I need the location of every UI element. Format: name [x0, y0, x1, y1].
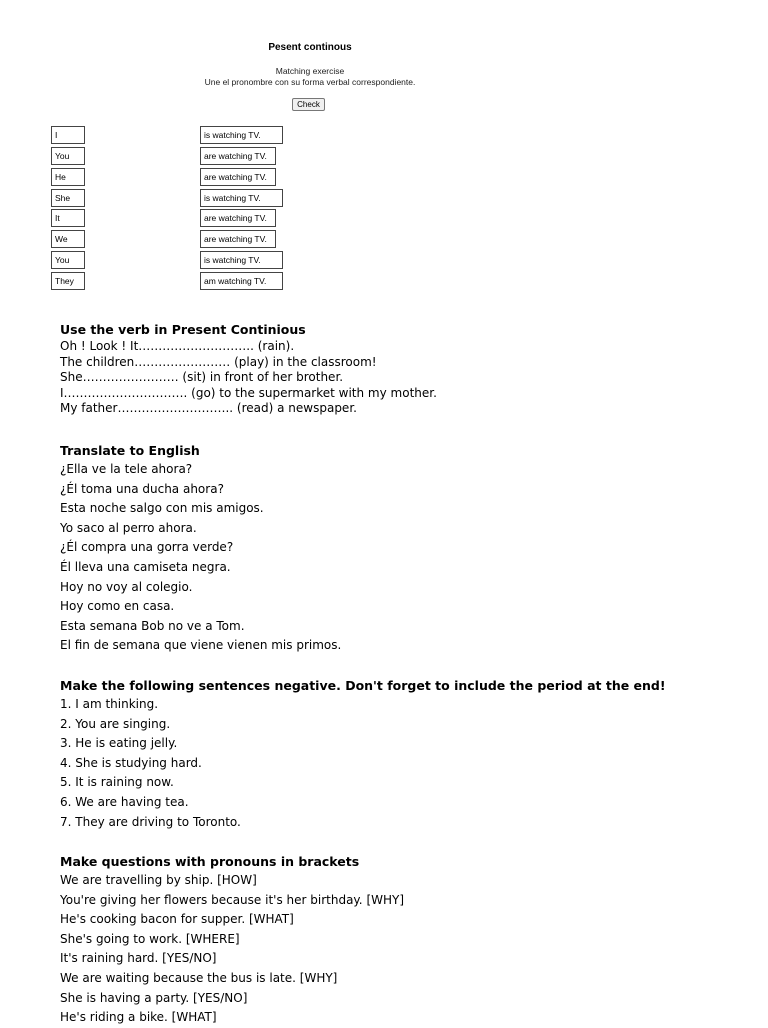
pronoun-box[interactable]: They — [51, 272, 85, 290]
exercise-subtitle: Matching exercise — [275, 66, 345, 76]
exercise-line: ¿Ella ve la tele ahora? — [60, 462, 193, 476]
section-questions — [60, 852, 740, 1028]
exercise-line: She…………………… (sit) in front of her brother. — [60, 370, 344, 384]
section-translate — [60, 441, 740, 656]
exercise-title: Pesent continous — [268, 42, 352, 53]
verb-box[interactable]: is watching TV. — [200, 251, 283, 269]
exercise-line: She is having a party. [YES/NO] — [60, 990, 248, 1005]
exercise-line: My father……………………….. (read) a newspaper. — [60, 401, 357, 415]
exercise-line: 5. It is raining now. — [60, 775, 174, 790]
section-title: Make questions with pronouns in brackets — [60, 854, 360, 869]
verb-box[interactable]: is watching TV. — [200, 189, 283, 207]
exercise-line: El fin de semana que viene vienen mis primos. — [60, 638, 342, 653]
verb-box[interactable]: are watching TV. — [200, 168, 276, 186]
exercise-line: ¿Él compra una gorra verde? — [60, 540, 234, 555]
exercise-line: It's raining hard. [YES/NO] — [60, 951, 217, 966]
exercise-line: 4. She is studying hard. — [60, 755, 202, 770]
pronoun-box[interactable]: She — [51, 189, 85, 207]
pronoun-box[interactable]: It — [51, 209, 85, 227]
exercise-line: Hoy como en casa. — [60, 599, 175, 614]
pronoun-box[interactable]: You — [51, 251, 85, 269]
exercise-line: He's cooking bacon for supper. [WHAT] — [60, 912, 294, 927]
exercise-line: He's riding a bike. [WHAT] — [60, 1010, 217, 1025]
exercise-line: Esta semana Bob no ve a Tom. — [60, 618, 245, 633]
exercise-line: Él lleva una camiseta negra. — [60, 559, 231, 574]
pronoun-box[interactable]: You — [51, 147, 85, 165]
section-title: Translate to English — [60, 443, 200, 458]
exercise-line: 7. They are driving to Toronto. — [60, 814, 241, 829]
verb-box[interactable]: are watching TV. — [200, 147, 276, 165]
exercise-line: I…………………………. (go) to the supermarket with my mother. — [60, 385, 437, 400]
verb-box[interactable]: are watching TV. — [200, 209, 276, 227]
exercise-line: Yo saco al perro ahora. — [60, 520, 197, 535]
exercise-line: We are travelling by ship. [HOW] — [60, 873, 257, 887]
verb-box[interactable]: am watching TV. — [200, 272, 283, 290]
exercise-line: Hoy no voy al colegio. — [60, 579, 193, 594]
exercise-line: She's going to work. [WHERE] — [60, 931, 240, 946]
check-button[interactable]: Check — [292, 98, 325, 111]
section-title: Make the following sentences negative. Don't forget to include the period at the end! — [60, 678, 666, 693]
exercise-line: 1. I am thinking. — [60, 697, 159, 711]
exercise-line: ¿Él toma una ducha ahora? — [60, 481, 224, 496]
exercise-line: Esta noche salgo con mis amigos. — [60, 501, 264, 516]
exercise-line: 6. We are having tea. — [60, 794, 189, 809]
pronoun-box[interactable]: We — [51, 230, 85, 248]
pronoun-box[interactable]: I — [51, 126, 85, 144]
verb-box[interactable]: are watching TV. — [200, 230, 276, 248]
exercise-line: 3. He is eating jelly. — [60, 736, 178, 751]
exercise-line: We are waiting because the bus is late. [WHY] — [60, 970, 338, 985]
exercise-line: Oh ! Look ! It……………………….. (rain). — [60, 339, 295, 353]
exercise-line: You're giving her flowers because it's her birthday. [WHY] — [60, 892, 405, 907]
verb-box[interactable]: is watching TV. — [200, 126, 283, 144]
section-negative — [60, 676, 740, 832]
section-title: Use the verb in Present Continious — [60, 322, 306, 337]
exercise-line: 2. You are singing. — [60, 716, 171, 731]
section-present-continuous — [60, 320, 740, 417]
exercise-line: The children…………………… (play) in the classroom! — [60, 354, 377, 369]
pronoun-box[interactable]: He — [51, 168, 85, 186]
exercise-instruction: Une el pronombre con su forma verbal correspondiente. — [204, 77, 416, 87]
